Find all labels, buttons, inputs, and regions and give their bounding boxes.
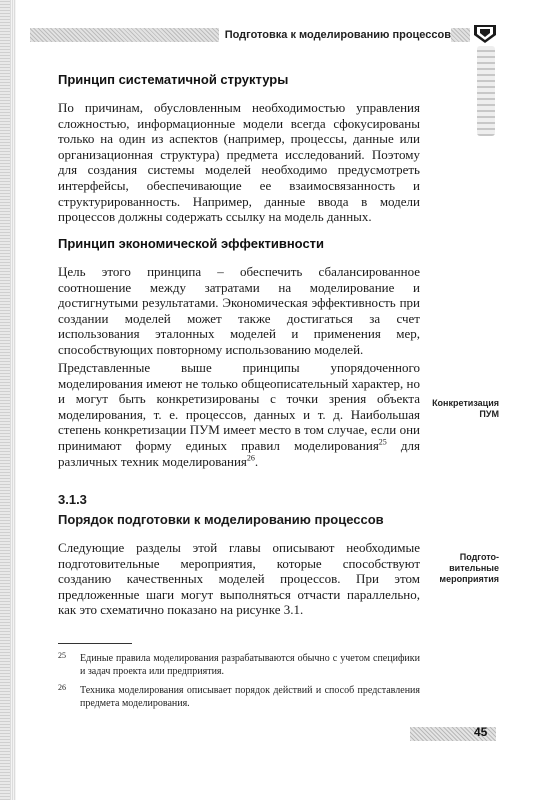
margin-note-line: вительные — [449, 563, 499, 573]
margin-note-preparation — [419, 552, 499, 585]
footnote-text: Техника моделирования описывает порядок действий и способ представления предмета моделирования. — [80, 685, 420, 709]
page-number: 45 — [474, 725, 488, 739]
chapter-marker-icon — [474, 25, 496, 43]
paragraph-principles-text: Представленные выше принципы упорядоченного моделирования имеют не только общеописательный характер, но и могут быть конкретизированы с точки зрения объекта моделирования, т. е. процессов, данных и т. д. Наибольшая степень конкретизации ПУМ имеет место в том случае, если они принимают форму единых правил моделирования — [58, 360, 420, 453]
subsection-number: 3.1.3 — [58, 492, 87, 507]
subsection-title: Порядок подготовки к моделированию процессов — [58, 512, 384, 527]
margin-note-line: мероприятия — [439, 574, 499, 584]
footnote-separator — [58, 643, 132, 644]
paragraph-preparation: Следующие разделы этой главы описывают необходимые подготовительные мероприятия, которые способствуют созданию качественных моделей процессов. При этом предложенные шаги могут выполняться отчасти параллельно, как это схематично показано на рисунке 3.1. — [58, 540, 420, 618]
section-heading-economy: Принцип экономической эффективности — [58, 236, 325, 251]
footnote-mark: 25 — [58, 651, 66, 660]
running-header-title: Подготовка к моделированию процессов — [219, 26, 451, 44]
margin-note-line: Подгото- — [459, 552, 499, 562]
footnote-mark: 26 — [58, 683, 66, 692]
margin-note-line: Конкретизация — [432, 398, 499, 408]
footnote-text: Единые правила моделирования разрабатываются обычно с учетом специфики и задач проекта или предприятия. — [80, 653, 420, 677]
scan-edge-inner — [10, 0, 16, 800]
paragraph-principles-tail: для различных техник моделирования — [58, 437, 420, 469]
footnote-26 — [58, 684, 420, 710]
margin-note-line: ПУМ — [479, 409, 499, 419]
paragraph-principles-end: . — [254, 453, 259, 469]
footnote-25 — [58, 652, 420, 678]
paragraph-economy: Цель этого принципа – обеспечить сбалансированное соотношение между затратами на моделирование и достигнутыми результатами. Экономическая эффективность при создании моделей может также достигаться за счет использования эталонных моделей и применения мер, способствующих повторному использованию моделей. — [58, 264, 420, 357]
chapter-thumb-tabs — [477, 46, 495, 136]
margin-note-concretization — [419, 398, 499, 420]
paragraph-structure: По причинам, обусловленным необходимостью управления сложностью, информационные модели всегда сфокусированы только на один из аспектов (например, процессы, данные или организационная структура) предмета исследований. Поэтому для создания системы моделей необходимо предусмотреть интерфейсы, обеспечивающие ее взаимосвязанность и структурированность. Например, данные ввода в модели процессов должны содержать ссылку на модель данных. — [58, 100, 420, 225]
footnote-ref-25: 25 — [378, 437, 387, 447]
footnote-ref-26: 26 — [246, 453, 255, 463]
section-heading-structure: Принцип систематичной структуры — [58, 72, 289, 87]
paragraph-principles-summary — [58, 360, 420, 469]
scan-edge — [0, 0, 10, 800]
